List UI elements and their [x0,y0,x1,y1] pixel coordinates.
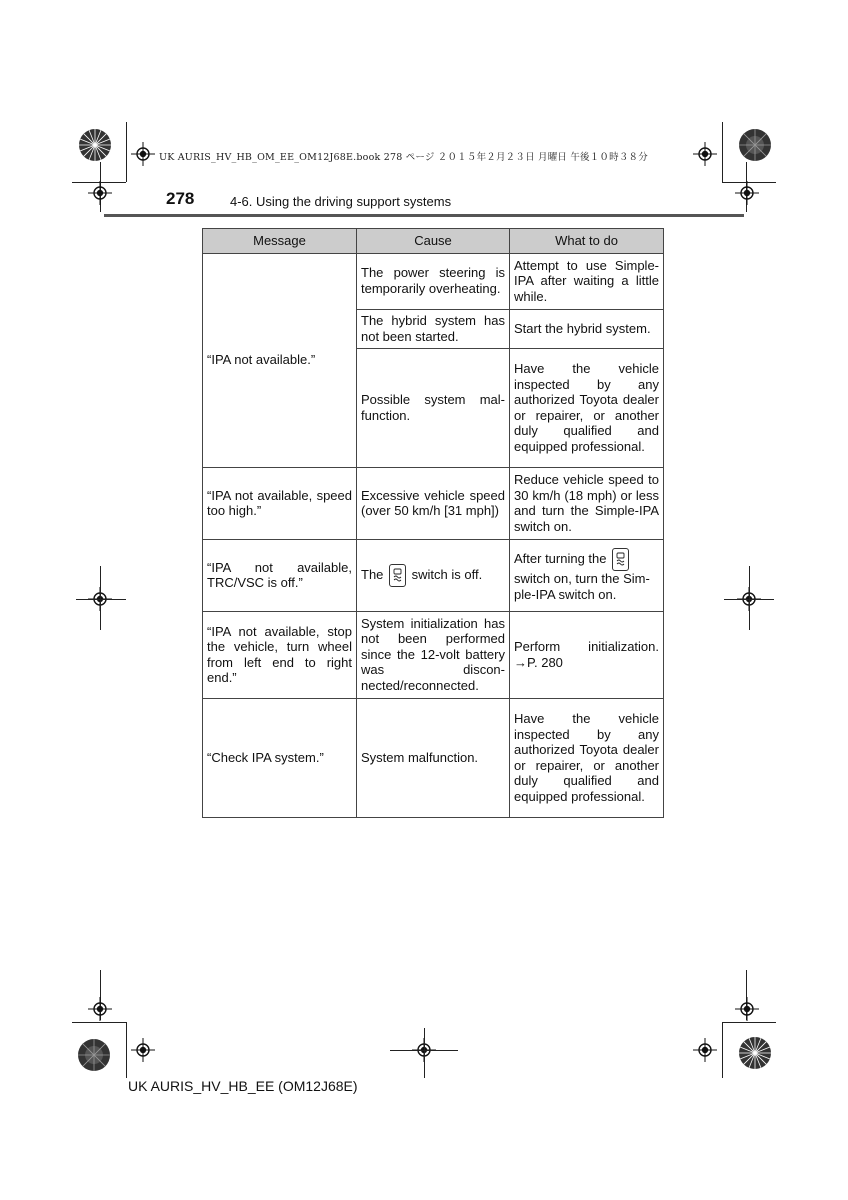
cause-cell: Excessive vehicle speed (over 50 km/h [31 mph]) [357,468,510,540]
crop-mark [72,1022,126,1023]
registration-rosette-icon [77,1038,111,1072]
cause-text-before: The [361,566,384,582]
crop-mark [722,122,723,182]
crop-mark [424,1028,425,1078]
message-cell: “IPA not available, TRC/VSC is off.” [203,540,357,612]
registration-mark-icon [693,1038,717,1062]
message-cell: “IPA not available.” [203,254,357,468]
action-text-before: After turning the [514,551,607,567]
crop-mark [126,1022,127,1078]
action-cell: Start the hybrid system. [510,310,664,349]
message-cell: “IPA not available, stop the vehicle, turn wheel from left end to right end.” [203,612,357,699]
crop-mark [722,1022,776,1023]
cause-cell [357,540,510,612]
registration-mark-icon [735,997,759,1021]
action-cell: Attempt to use Simple-IPA after waiting a little while. [510,254,664,310]
message-cell: “Check IPA system.” [203,699,357,818]
crop-mark [724,599,774,600]
table-header-row [203,229,664,254]
column-header-cause: Cause [357,229,510,254]
vsc-off-switch-icon [389,564,406,587]
registration-mark-icon [693,142,717,166]
registration-mark-icon [88,181,112,205]
registration-mark-icon [88,997,112,1021]
action-cell: Perform initialization. →P. 280 [510,612,664,699]
section-title: 4-6. Using the driving support systems [230,194,452,209]
registration-rosette-icon [738,1036,772,1070]
crop-mark [76,599,126,600]
registration-rosette-icon [78,128,112,162]
table-row [203,699,664,818]
crop-mark [100,566,101,630]
print-file-info: UK AURIS_HV_HB_OM_EE_OM12J68E.book 278 ページ ２０１５年２月２３日 月曜日 午後１０時３８分 [159,152,648,163]
registration-mark-icon [131,1038,155,1062]
registration-mark-icon [735,181,759,205]
action-cell: Reduce vehicle speed to 30 km/h (18 mph) or less and turn the Simple-IPA switch on. [510,468,664,540]
cause-text-after: switch is off. [411,566,483,582]
cause-cell: The power steering is temporarily overheating. [357,254,510,310]
crop-mark [749,566,750,630]
crop-mark [722,1022,723,1078]
cause-cell: System malfunction. [357,699,510,818]
vsc-off-switch-icon [612,548,629,571]
table-row [203,540,664,612]
table-row [203,612,664,699]
registration-mark-icon [131,142,155,166]
crop-mark [126,122,127,182]
column-header-message: Message [203,229,357,254]
message-table [202,228,664,818]
manual-code: UK AURIS_HV_HB_EE (OM12J68E) [128,1078,358,1094]
action-cell: Have the vehicle inspected by any authorized Toyota dealer or repairer, or another duly qualified and equipped professional. [510,699,664,818]
action-cell [510,540,664,612]
message-cell: “IPA not available, speed too high.” [203,468,357,540]
cause-cell: The hybrid system has not been started. [357,310,510,349]
action-text-after: switch on, turn the Simple-IPA switch on. [514,571,650,602]
action-cell: Have the vehicle inspected by any authorized Toyota dealer or repairer, or another duly qualified and equipped professional. [510,349,664,468]
header-rule [104,214,744,217]
cause-cell: System initialization has not been performed since the 12-volt battery was disconnected/reconnected. [357,612,510,699]
registration-rosette-icon [738,128,772,162]
page-number: 278 [166,189,195,208]
column-header-what-to-do: What to do [510,229,664,254]
table-row [203,468,664,540]
cause-cell: Possible system malfunction. [357,349,510,468]
table-row [203,254,664,310]
